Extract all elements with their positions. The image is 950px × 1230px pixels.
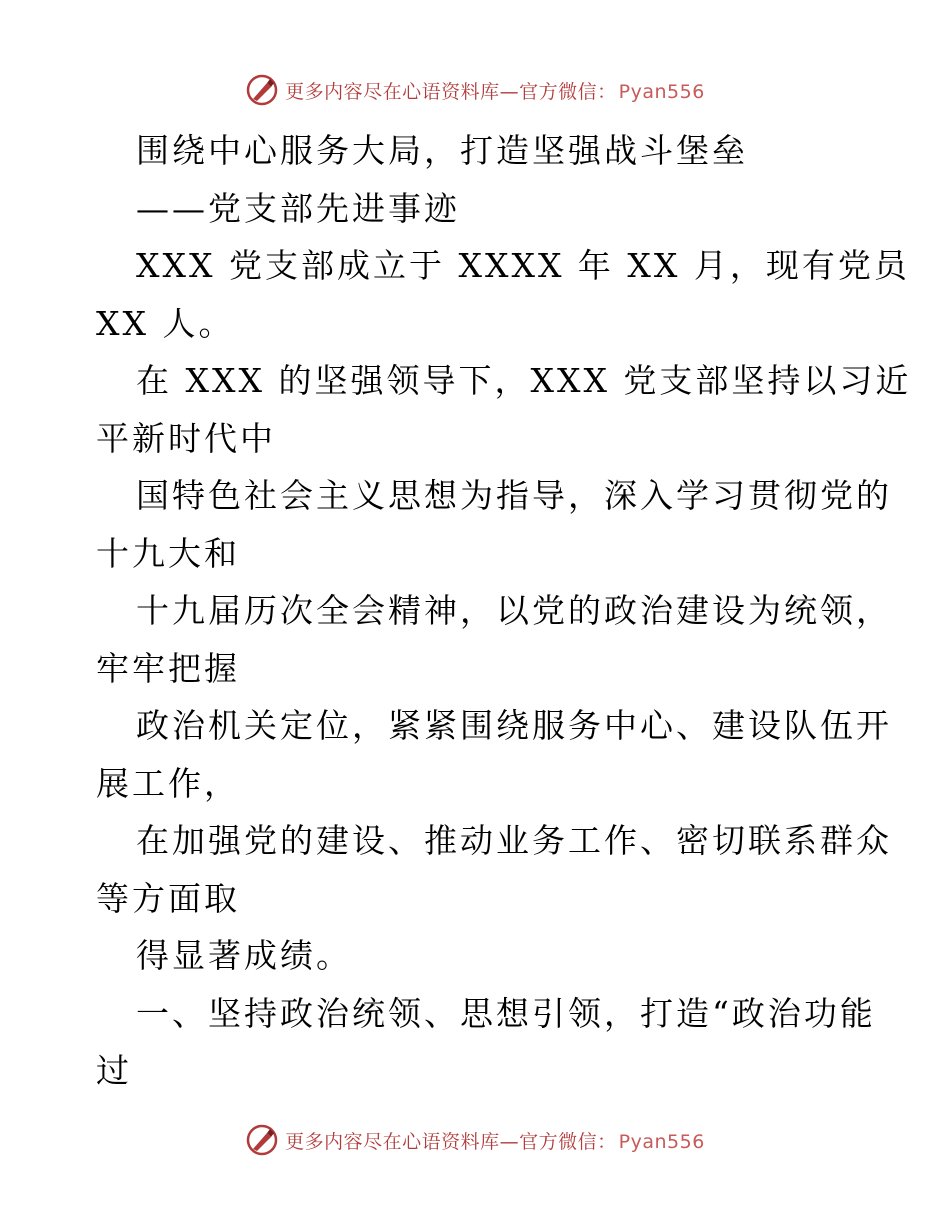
header-watermark bbox=[0, 70, 950, 110]
pen-logo-icon bbox=[245, 1123, 279, 1157]
document-body bbox=[96, 122, 912, 1100]
text-line: 平新时代中 bbox=[96, 418, 276, 458]
text-line: 牢牢把握 bbox=[96, 648, 240, 688]
text-line: 在加强党的建设、推动业务工作、密切联系群众 bbox=[136, 821, 892, 860]
text-line: 在 XXX 的坚强领导下，XXX 党支部坚持以习近 bbox=[136, 361, 912, 400]
text-line: 展工作， bbox=[96, 763, 240, 803]
watermark-text: 更多内容尽在心语资料库—官方微信： Pyan556 bbox=[285, 80, 705, 103]
text-line: 得显著成绩。 bbox=[136, 936, 352, 975]
text-line: 十九大和 bbox=[96, 533, 240, 573]
text-line: 围绕中心服务大局，打造坚强战斗堡垒 bbox=[136, 131, 748, 170]
pen-logo-icon bbox=[245, 73, 279, 107]
text-line: XXX 党支部成立于 XXXX 年 XX 月，现有党员 bbox=[136, 246, 910, 285]
watermark-text: 更多内容尽在心语资料库—官方微信： Pyan556 bbox=[285, 1130, 705, 1153]
footer-watermark bbox=[0, 1120, 950, 1160]
text-line: 过 bbox=[96, 1051, 132, 1090]
text-line: XX 人。 bbox=[96, 303, 235, 343]
text-line: 十九届历次全会精神，以党的政治建设为统领， bbox=[136, 591, 892, 630]
text-line: ——党支部先进事迹 bbox=[136, 188, 460, 228]
text-line: 一、坚持政治统领、思想引领，打造“政治功能 bbox=[136, 993, 876, 1033]
text-line: 政治机关定位，紧紧围绕服务中心、建设队伍开 bbox=[136, 706, 892, 745]
text-line: 等方面取 bbox=[96, 878, 240, 918]
text-line: 国特色社会主义思想为指导，深入学习贯彻党的 bbox=[136, 476, 892, 515]
